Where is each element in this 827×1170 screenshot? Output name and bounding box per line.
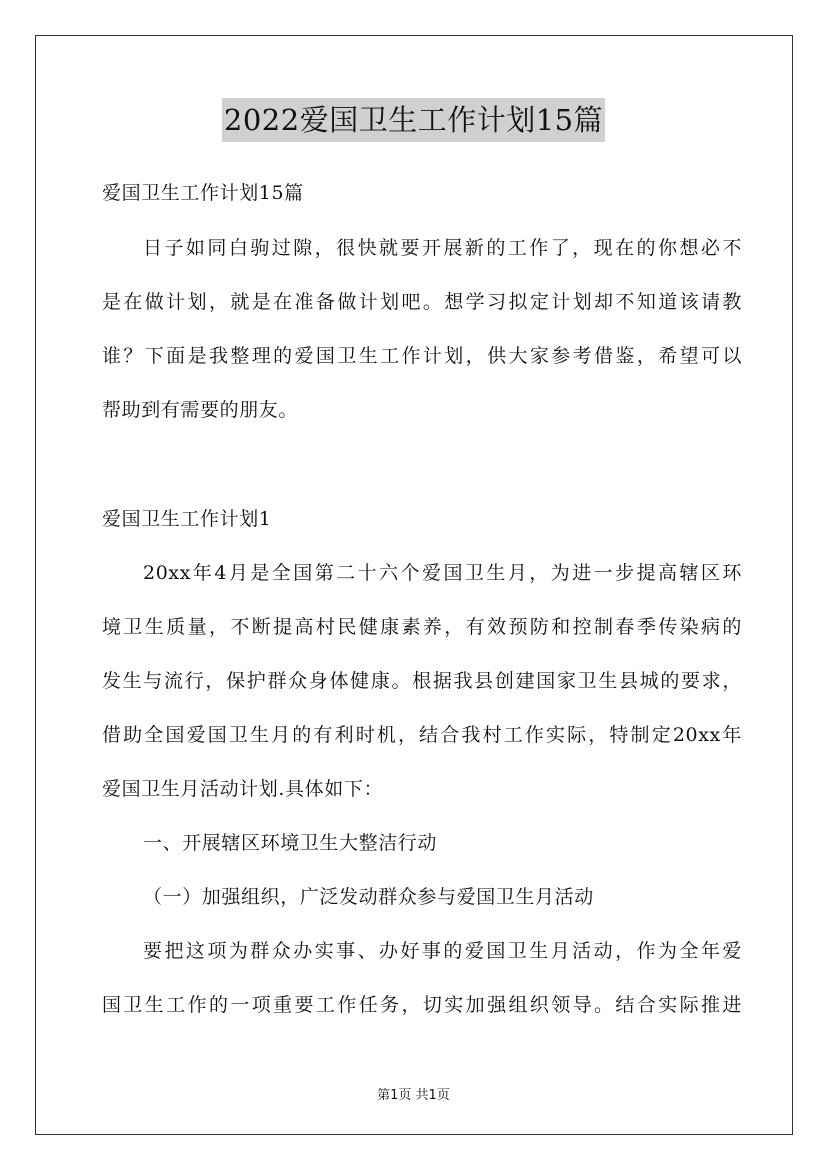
item-one-heading: 一、开展辖区环境卫生大整洁行动: [143, 832, 438, 854]
item-one-subheading: （一）加强组织，广泛发动群众参与爱国卫生月活动: [143, 886, 594, 908]
document-title: 2022爱国卫生工作计划15篇: [222, 98, 605, 142]
intro-line-2: 是在做计划，就是在准备做计划吧。想学习拟定计划却不知道该请教: [102, 291, 742, 313]
document-subtitle: 爱国卫生工作计划15篇: [102, 182, 304, 204]
intro-line-4: 帮助到有需要的朋友。: [102, 399, 299, 421]
paragraph-line-2: 国卫生工作的一项重要工作任务，切实加强组织领导。结合实际推进: [102, 994, 742, 1016]
section1-line-2: 境卫生质量，不断提高村民健康素养，有效预防和控制春季传染病的: [102, 616, 742, 638]
section1-line-3: 发生与流行，保护群众身体健康。根据我县创建国家卫生县城的要求，: [102, 670, 742, 692]
section1-line-4: 借助全国爱国卫生月的有利时机，结合我村工作实际，特制定20xx年: [102, 724, 742, 746]
page-number-footer: 第1页 共1页: [377, 1088, 450, 1103]
intro-line-3: 谁？下面是我整理的爱国卫生工作计划，供大家参考借鉴，希望可以: [102, 345, 742, 367]
paragraph-line-1: 要把这项为群众办实事、办好事的爱国卫生月活动，作为全年爱: [143, 940, 742, 962]
intro-line-1: 日子如同白驹过隙，很快就要开展新的工作了，现在的你想必不: [143, 237, 742, 259]
section1-line-1: 20xx年4月是全国第二十六个爱国卫生月，为进一步提高辖区环: [143, 562, 742, 584]
section1-heading: 爱国卫生工作计划1: [102, 508, 272, 530]
title-container: [0, 98, 827, 142]
section1-line-5: 爱国卫生月活动计划.具体如下：: [102, 778, 384, 800]
